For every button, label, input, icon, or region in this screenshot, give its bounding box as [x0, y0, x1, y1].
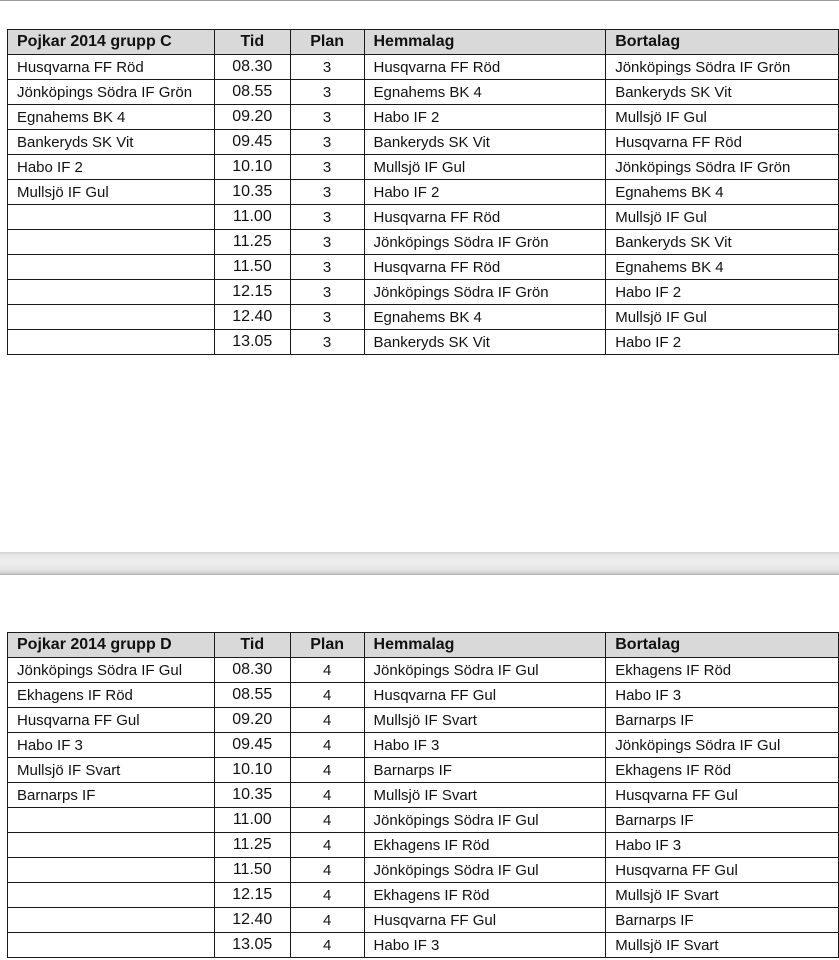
column-header-home: Hemmalag: [364, 633, 606, 658]
home-team-cell: Barnarps IF: [364, 758, 606, 783]
team-cell: Bankeryds SK Vit: [8, 130, 215, 155]
away-team-cell: Bankeryds SK Vit: [606, 80, 839, 105]
table-row: [8, 858, 839, 883]
table-row: [8, 180, 839, 205]
match-time-cell: 10.10: [214, 758, 290, 783]
team-cell: [8, 908, 215, 933]
match-time-cell: 11.00: [214, 205, 290, 230]
home-team-cell: Jönköpings Södra IF Gul: [364, 808, 606, 833]
team-cell: Mullsjö IF Svart: [8, 758, 215, 783]
home-team-cell: Mullsjö IF Svart: [364, 783, 606, 808]
home-team-cell: Ekhagens IF Röd: [364, 883, 606, 908]
match-time-cell: 08.55: [214, 80, 290, 105]
column-header-time: Tid: [214, 633, 290, 658]
field-number-cell: 4: [290, 908, 364, 933]
home-team-cell: Jönköpings Södra IF Gul: [364, 858, 606, 883]
group-title: Pojkar 2014 grupp C: [8, 30, 215, 55]
field-number-cell: 4: [290, 833, 364, 858]
column-header-field: Plan: [290, 633, 364, 658]
team-cell: [8, 933, 215, 958]
away-team-cell: Habo IF 2: [606, 280, 839, 305]
column-header-time: Tid: [214, 30, 290, 55]
field-number-cell: 3: [290, 130, 364, 155]
team-cell: [8, 280, 215, 305]
away-team-cell: Barnarps IF: [606, 708, 839, 733]
match-time-cell: 10.10: [214, 155, 290, 180]
match-time-cell: 11.50: [214, 255, 290, 280]
match-time-cell: 11.25: [214, 230, 290, 255]
away-team-cell: Husqvarna FF Röd: [606, 130, 839, 155]
away-team-cell: Ekhagens IF Röd: [606, 658, 839, 683]
away-team-cell: Bankeryds SK Vit: [606, 230, 839, 255]
home-team-cell: Jönköpings Södra IF Gul: [364, 658, 606, 683]
field-number-cell: 4: [290, 733, 364, 758]
away-team-cell: Mullsjö IF Svart: [606, 883, 839, 908]
field-number-cell: 4: [290, 883, 364, 908]
field-number-cell: 3: [290, 230, 364, 255]
home-team-cell: Habo IF 3: [364, 933, 606, 958]
group-d-table: [7, 632, 839, 958]
field-number-cell: 3: [290, 55, 364, 80]
team-cell: Husqvarna FF Röd: [8, 55, 215, 80]
table-row: [8, 80, 839, 105]
away-team-cell: Barnarps IF: [606, 808, 839, 833]
match-time-cell: 12.15: [214, 883, 290, 908]
group-c-table: [7, 29, 839, 355]
away-team-cell: Egnahems BK 4: [606, 180, 839, 205]
away-team-cell: Husqvarna FF Gul: [606, 783, 839, 808]
table-row: [8, 933, 839, 958]
home-team-cell: Husqvarna FF Gul: [364, 908, 606, 933]
match-time-cell: 10.35: [214, 783, 290, 808]
field-number-cell: 4: [290, 758, 364, 783]
away-team-cell: Husqvarna FF Gul: [606, 858, 839, 883]
team-cell: [8, 255, 215, 280]
field-number-cell: 3: [290, 80, 364, 105]
table-header-row: [8, 633, 839, 658]
team-cell: Mullsjö IF Gul: [8, 180, 215, 205]
team-cell: Egnahems BK 4: [8, 105, 215, 130]
match-time-cell: 11.50: [214, 858, 290, 883]
team-cell: Habo IF 2: [8, 155, 215, 180]
match-time-cell: 08.30: [214, 658, 290, 683]
field-number-cell: 4: [290, 933, 364, 958]
field-number-cell: 4: [290, 808, 364, 833]
group-title: Pojkar 2014 grupp D: [8, 633, 215, 658]
table-row: [8, 280, 839, 305]
team-cell: [8, 330, 215, 355]
team-cell: [8, 808, 215, 833]
field-number-cell: 4: [290, 708, 364, 733]
home-team-cell: Habo IF 2: [364, 105, 606, 130]
home-team-cell: Mullsjö IF Svart: [364, 708, 606, 733]
match-time-cell: 09.45: [214, 130, 290, 155]
table-row: [8, 683, 839, 708]
field-number-cell: 4: [290, 858, 364, 883]
match-time-cell: 08.30: [214, 55, 290, 80]
table-row: [8, 205, 839, 230]
table-row: [8, 330, 839, 355]
column-header-away: Bortalag: [606, 30, 839, 55]
column-header-field: Plan: [290, 30, 364, 55]
home-team-cell: Habo IF 3: [364, 733, 606, 758]
table-row: [8, 255, 839, 280]
home-team-cell: Jönköpings Södra IF Grön: [364, 230, 606, 255]
field-number-cell: 3: [290, 205, 364, 230]
table-header-row: [8, 30, 839, 55]
match-time-cell: 12.15: [214, 280, 290, 305]
table-row: [8, 105, 839, 130]
home-team-cell: Bankeryds SK Vit: [364, 330, 606, 355]
away-team-cell: Habo IF 3: [606, 683, 839, 708]
match-time-cell: 12.40: [214, 305, 290, 330]
column-header-home: Hemmalag: [364, 30, 606, 55]
away-team-cell: Mullsjö IF Svart: [606, 933, 839, 958]
table-row: [8, 833, 839, 858]
field-number-cell: 3: [290, 330, 364, 355]
team-cell: [8, 858, 215, 883]
table-row: [8, 908, 839, 933]
field-number-cell: 4: [290, 783, 364, 808]
home-team-cell: Mullsjö IF Gul: [364, 155, 606, 180]
match-time-cell: 09.20: [214, 708, 290, 733]
away-team-cell: Jönköpings Södra IF Grön: [606, 155, 839, 180]
table-row: [8, 658, 839, 683]
match-time-cell: 10.35: [214, 180, 290, 205]
table-row: [8, 130, 839, 155]
away-team-cell: Jönköpings Södra IF Grön: [606, 55, 839, 80]
team-cell: Habo IF 3: [8, 733, 215, 758]
table-row: [8, 883, 839, 908]
table-row: [8, 758, 839, 783]
table-row: [8, 155, 839, 180]
away-team-cell: Egnahems BK 4: [606, 255, 839, 280]
match-time-cell: 13.05: [214, 933, 290, 958]
away-team-cell: Habo IF 2: [606, 330, 839, 355]
away-team-cell: Barnarps IF: [606, 908, 839, 933]
team-cell: [8, 305, 215, 330]
match-time-cell: 13.05: [214, 330, 290, 355]
field-number-cell: 3: [290, 180, 364, 205]
table-row: [8, 230, 839, 255]
home-team-cell: Husqvarna FF Röd: [364, 55, 606, 80]
home-team-cell: Habo IF 2: [364, 180, 606, 205]
match-time-cell: 11.00: [214, 808, 290, 833]
home-team-cell: Bankeryds SK Vit: [364, 130, 606, 155]
team-cell: Jönköpings Södra IF Gul: [8, 658, 215, 683]
field-number-cell: 3: [290, 280, 364, 305]
table-row: [8, 733, 839, 758]
home-team-cell: Husqvarna FF Röd: [364, 205, 606, 230]
away-team-cell: Mullsjö IF Gul: [606, 105, 839, 130]
team-cell: Husqvarna FF Gul: [8, 708, 215, 733]
field-number-cell: 3: [290, 105, 364, 130]
away-team-cell: Jönköpings Södra IF Gul: [606, 733, 839, 758]
match-time-cell: 09.45: [214, 733, 290, 758]
field-number-cell: 4: [290, 683, 364, 708]
match-time-cell: 08.55: [214, 683, 290, 708]
home-team-cell: Egnahems BK 4: [364, 305, 606, 330]
team-cell: [8, 205, 215, 230]
table-row: [8, 55, 839, 80]
column-header-away: Bortalag: [606, 633, 839, 658]
table-row: [8, 305, 839, 330]
table-row: [8, 808, 839, 833]
away-team-cell: Mullsjö IF Gul: [606, 205, 839, 230]
team-cell: [8, 833, 215, 858]
team-cell: Ekhagens IF Röd: [8, 683, 215, 708]
page-top-edge: [0, 0, 839, 1]
match-time-cell: 09.20: [214, 105, 290, 130]
away-team-cell: Habo IF 3: [606, 833, 839, 858]
team-cell: [8, 230, 215, 255]
match-time-cell: 12.40: [214, 908, 290, 933]
field-number-cell: 3: [290, 155, 364, 180]
team-cell: [8, 883, 215, 908]
home-team-cell: Jönköpings Södra IF Grön: [364, 280, 606, 305]
home-team-cell: Egnahems BK 4: [364, 80, 606, 105]
home-team-cell: Ekhagens IF Röd: [364, 833, 606, 858]
field-number-cell: 4: [290, 658, 364, 683]
table-row: [8, 708, 839, 733]
team-cell: Jönköpings Södra IF Grön: [8, 80, 215, 105]
field-number-cell: 3: [290, 305, 364, 330]
page-break: [0, 552, 839, 574]
field-number-cell: 3: [290, 255, 364, 280]
home-team-cell: Husqvarna FF Röd: [364, 255, 606, 280]
team-cell: Barnarps IF: [8, 783, 215, 808]
home-team-cell: Husqvarna FF Gul: [364, 683, 606, 708]
away-team-cell: Ekhagens IF Röd: [606, 758, 839, 783]
away-team-cell: Mullsjö IF Gul: [606, 305, 839, 330]
table-row: [8, 783, 839, 808]
match-time-cell: 11.25: [214, 833, 290, 858]
